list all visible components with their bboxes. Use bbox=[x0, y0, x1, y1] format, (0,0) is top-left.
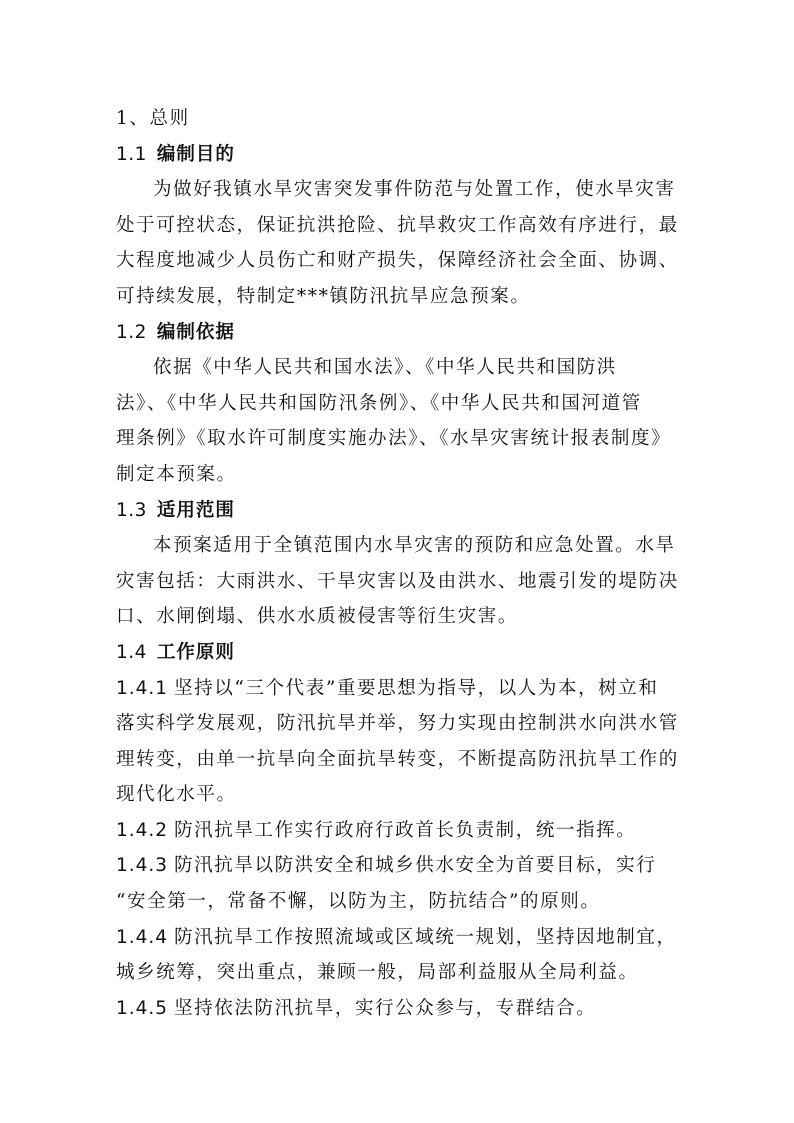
section-heading-scope bbox=[116, 493, 682, 529]
section-number: 1.3 bbox=[116, 499, 147, 521]
principle-item bbox=[116, 671, 682, 707]
paragraph-line: “安全第一，常备不懈，以防为主，防抗结合”的原则。 bbox=[116, 891, 601, 913]
document-body bbox=[116, 101, 682, 1026]
section-heading-principles bbox=[116, 635, 682, 671]
paragraph-line: 大程度地减少人员伤亡和财产损失，保障经济社会全面、协调、 bbox=[116, 250, 679, 272]
section-title: 编制依据 bbox=[156, 321, 235, 343]
paragraph-line: 防汛抗旱以防洪安全和城乡供水安全为首要目标，实行 bbox=[174, 855, 657, 877]
section-number: 1.2 bbox=[116, 321, 147, 343]
section-title: 适用范围 bbox=[156, 499, 235, 521]
paragraph-line: 坚持依法防汛抗旱，实行公众参与，专群结合。 bbox=[174, 997, 597, 1019]
section-number: 1.1 bbox=[116, 143, 147, 165]
item-number: 1.4.1 bbox=[116, 677, 169, 699]
item-number: 1.4.3 bbox=[116, 855, 169, 877]
section-heading-purpose bbox=[116, 137, 682, 173]
paragraph-line: 落实科学发展观，防汛抗旱并举，努力实现由控制洪水向洪水管 bbox=[116, 713, 679, 735]
paragraph-line: 坚持以“三个代表”重要思想为指导，以人为本，树立和 bbox=[174, 677, 659, 699]
item-number: 1.4.2 bbox=[116, 819, 169, 841]
paragraph-line: 依据《中华人民共和国水法》、《中华人民共和国防洪 bbox=[153, 357, 617, 379]
principle-item bbox=[116, 813, 682, 849]
paragraph-line: 理转变，由单一抗旱向全面抗旱转变，不断提高防汛抗旱工作的 bbox=[116, 748, 679, 770]
section-heading-basis bbox=[116, 315, 682, 351]
item-number: 1.4.4 bbox=[116, 926, 169, 948]
principle-item bbox=[116, 848, 682, 884]
paragraph-line: 防汛抗旱工作实行政府行政首长负责制，统一指挥。 bbox=[174, 819, 637, 841]
paragraph-line: 法》、《中华人民共和国防汛条例》、《中华人民共和国河道管 bbox=[116, 392, 642, 414]
paragraph-line: 理条例》《取水许可制度实施办法》、《水旱灾害统计报表制度》 bbox=[116, 428, 672, 450]
paragraph-line: 城乡统筹，突出重点，兼顾一般，局部利益服从全局利益。 bbox=[116, 962, 639, 984]
paragraph-line: 现代化水平。 bbox=[116, 784, 237, 806]
principle-item bbox=[116, 991, 682, 1027]
principle-item bbox=[116, 920, 682, 956]
section-title: 工作原则 bbox=[156, 641, 235, 663]
paragraph-line: 可持续发展，特制定***镇防汛抗旱应急预案。 bbox=[116, 285, 531, 307]
item-number: 1.4.5 bbox=[116, 997, 169, 1019]
chapter-title: 1、总则 bbox=[116, 108, 190, 129]
section-title: 编制目的 bbox=[156, 143, 235, 165]
paragraph-line: 处于可控状态，保证抗洪抢险、抗旱救灾工作高效有序进行，最 bbox=[116, 214, 679, 236]
paragraph-line: 为做好我镇水旱灾害突发事件防范与处置工作，使水旱灾害 bbox=[153, 179, 676, 201]
section-number: 1.4 bbox=[116, 641, 147, 663]
paragraph-line: 防汛抗旱工作按照流域或区域统一规划，坚持因地制宜， bbox=[174, 926, 677, 948]
paragraph-line: 口、水闸倒塌、供水水质被侵害等衍生灾害。 bbox=[116, 606, 519, 628]
paragraph-line: 本预案适用于全镇范围内水旱灾害的预防和应急处置。水旱 bbox=[153, 535, 676, 557]
paragraph-line: 制定本预案。 bbox=[116, 463, 237, 485]
paragraph-line: 灾害包括：大雨洪水、干旱灾害以及由洪水、地震引发的堤防决 bbox=[116, 570, 679, 592]
